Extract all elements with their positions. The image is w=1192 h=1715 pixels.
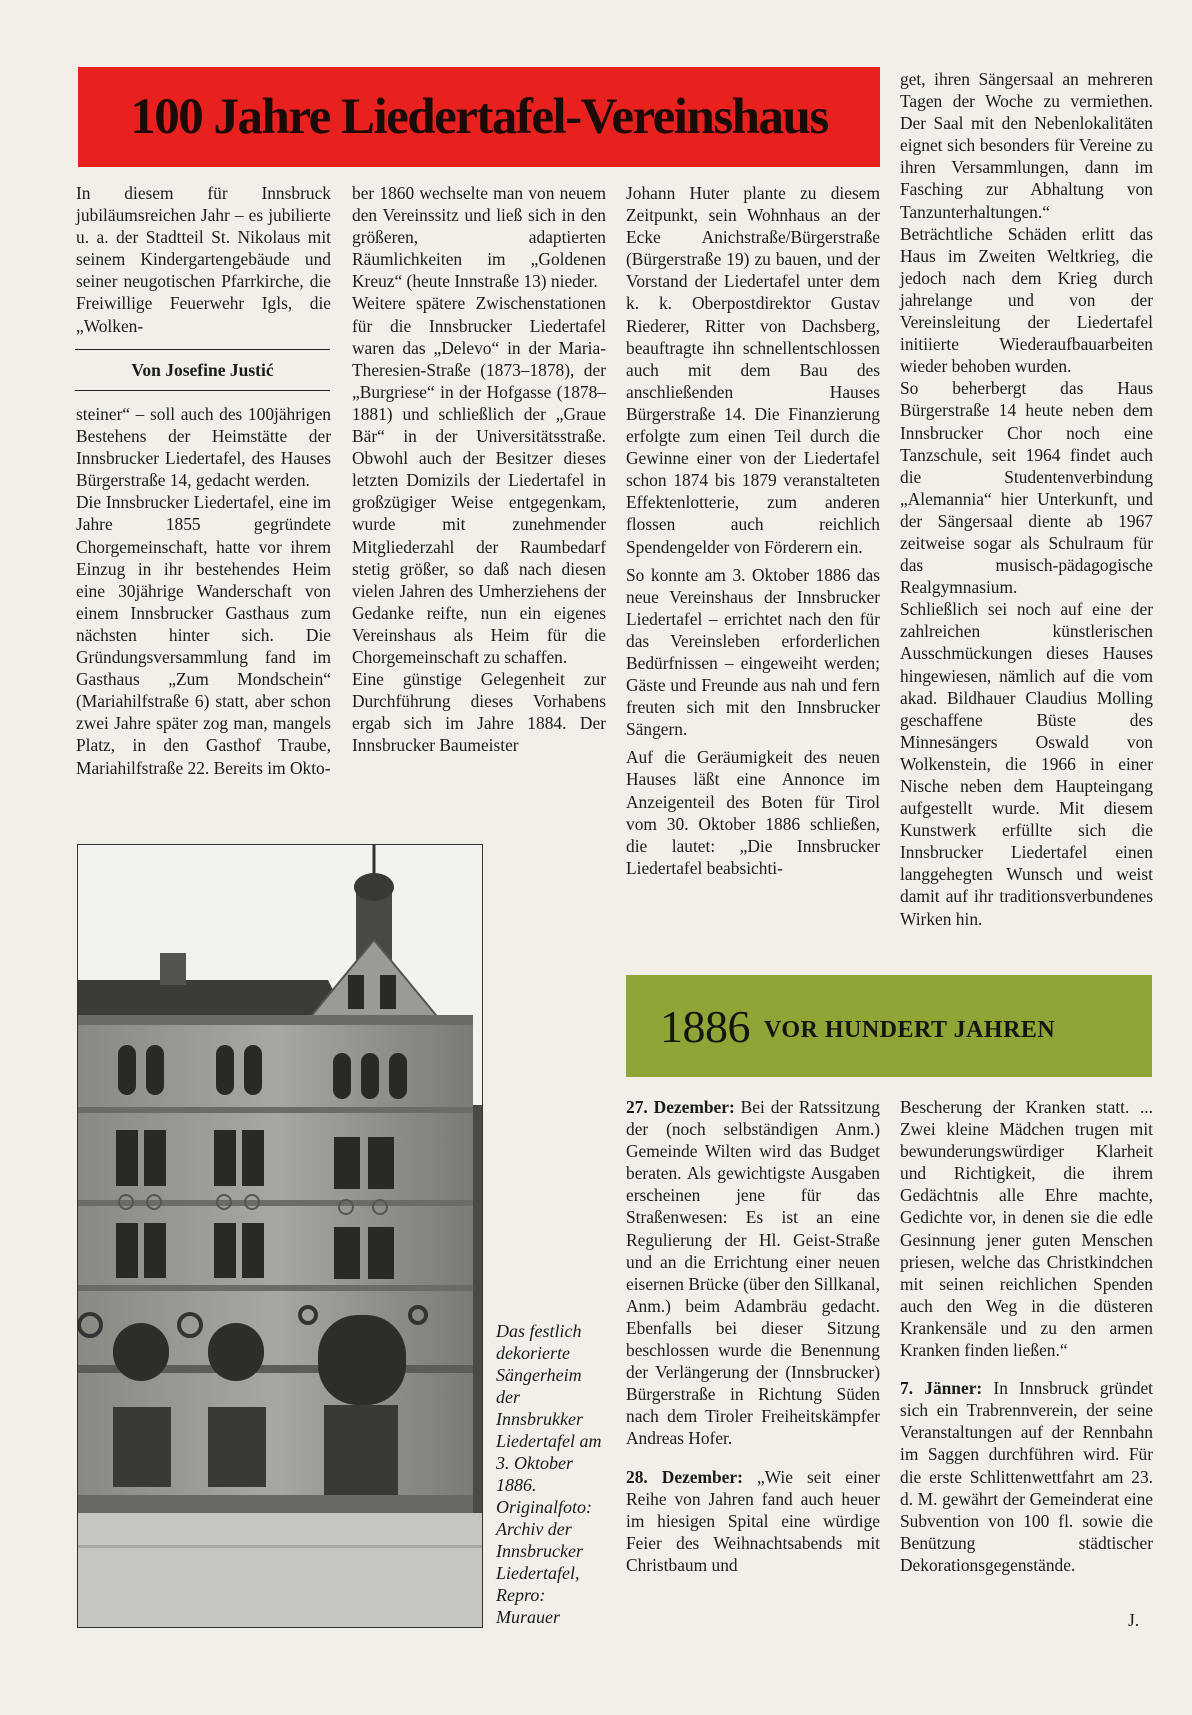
entry-date: 27. Dezember:: [626, 1097, 735, 1117]
paragraph: steiner“ – soll auch des 100jährigen Bestehens der Heimstätte der Innsbrucker Liedertafel, des Hauses Bürgerstraße 14, gedacht werden.: [76, 404, 331, 491]
entry-text: Bei der Ratssitzung der (noch selbständigen Anm.) Gemeinde Wilten wird das Budget beraten. Als gewichtigste Ausgaben erscheinen jene für das Straßenwesen: Es ist an eine Regulierung der Hl. Geist-Straße und an die Errichtung einer neuen eisernen Brücke (über den Sillkanal, Anm.) beim Adambräu gedacht. Ebenfalls bei dieser Sitzung beschlossen wurde die Benennung der Verlängerung der (Innsbrucker) Bürgerstraße in Richtung Süden nach dem Tiroler Freiheitskämpfer Andreas Hofer.: [626, 1097, 880, 1449]
photo-caption: [496, 1320, 606, 1628]
history-entry-dec28-cont: Bescherung der Kranken statt. ... Zwei kleine Mädchen trugen mit bewunderungswürdiger Klarheit und Richtigkeit, die ihrem Gedächtnis alle Ehre machte, Gedichte vor, in denen sie die edle Gesinnung jener guten Menschen priesen, welche das Christkindchen mit seinen reichlichen Spenden auch den Weg in die düsteren Krankensäle und zu den armen Kranken finden ließen.“: [900, 1097, 1153, 1361]
paragraph: Beträchtliche Schäden erlitt das Haus im Zweiten Weltkrieg, die jedoch nach dem Krieg durch jahrelange und von der Vereinsleitung der Liedertafel initiierte Wiederaufbauarbeiten wieder behoben wurden.: [900, 223, 1153, 377]
history-entry-jan7: [900, 1377, 1153, 1576]
building-photo: [77, 844, 483, 1628]
article-title-bar: [78, 67, 880, 167]
paragraph: Schließlich sei noch auf eine der zahlreichen künstlerischen Ausschmückungen dieses Hauses hingewiesen, nämlich auf die vom akad. Bildhauer Claudius Molling geschaffene Büste des Minnesängers Oswald von Wolkenstein, die 1966 in einer Nische neben dem Haupteingang aufgestellt wurde. Mit diesem Kunstwerk erfüllte sich die Innsbrucker Liedertafel einen langgehegten Wunsch und weist damit auf ihr traditionsverbundenes Wirken hin.: [900, 599, 1153, 929]
entry-date: 28. Dezember:: [626, 1466, 743, 1487]
author-name: Von Josefine Justić: [131, 359, 274, 380]
paragraph: Eine günstige Gelegenheit zur Durchführung dieses Vorhabens ergab sich im Jahre 1884. Der Innsbrucker Baumeister: [352, 669, 606, 756]
author-initial: J.: [1128, 1610, 1140, 1630]
paragraph: Auf die Geräumigkeit des neuen Hauses läßt eine Annonce im Anzeigenteil des Boten für Tirol vom 30. Oktober 1886 schließen, die lautet: „Die Innsbrucker Liedertafel beabsichti-: [626, 747, 880, 878]
article-column-2: [352, 182, 606, 756]
article-title: 100 Jahre Liedertafel-Vereinshaus: [130, 89, 828, 145]
caption-text: Das festlich dekorierte Sängerheim der Innsbrukker Liedertafel am 3. Oktober 1886. Originalfoto: Archiv der Innsbrucker Liedertafel, Repro: Murauer: [496, 1321, 602, 1627]
byline: [75, 349, 330, 391]
history-column-b: [900, 1096, 1153, 1576]
paragraph: get, ihren Sängersaal an mehreren Tagen der Woche zu vermiethen. Der Saal mit den Nebenlokalitäten eignet sich besonders für Vereine zu ihren Versammlungen, dann im Fasching zur Abhaltung von Tanzunterhaltungen.“: [900, 69, 1153, 222]
history-heading: VOR HUNDERT JAHREN: [764, 1016, 1056, 1043]
paragraph: Johann Huter plante zu diesem Zeitpunkt, sein Wohnhaus an der Ecke Anichstraße/Bürgerstraße (Bürgerstraße 19) zu bauen, und der Vorstand der Liedertafel unter dem k. k. Oberpostdirektor Gustav Riederer, Ritter von Dachsberg, beauftragte ihn schnellentschlossen auch mit dem Bau des anschließenden Hauses Bürgerstraße 14. Die Finanzierung erfolgte zum einen Teil durch die Gewinne einer von der Liedertafel schon 1874 bis 1879 veranstalteten Effektenlotterie, zum anderen flossen auch reichlich Spendengelder von Förderern ein.: [626, 183, 880, 557]
paragraph: In diesem für Innsbruck jubiläumsreichen Jahr – es jubilierte u. a. der Stadtteil St. Nikolaus mit seinem Kindergartengebäude und seiner neugotischen Pfarrkirche, die Freiwillige Feuerwehr Igls, die „Wolken-: [76, 183, 331, 336]
article-column-3: [626, 182, 880, 879]
history-year: 1886: [660, 1000, 750, 1052]
article-column-1a: [76, 182, 331, 337]
paragraph: So konnte am 3. Oktober 1886 das neue Vereinshaus der Innsbrucker Liedertafel – errichtet nach den für das Vereinsleben erforderlichen Bedürfnissen – eingeweiht werden; Gäste und Freunde aus nah und fern freuten sich mit den Innsbrucker Sängern.: [626, 564, 880, 740]
paragraph: Weitere spätere Zwischenstationen für die Innsbrucker Liedertafel waren das „Delevo“ in der Maria-Theresien-Straße (1873–1878), der „Burgriese“ in der Hofgasse (1878–1881) und schließlich der „Graue Bär“ in der Universitätsstraße. Obwohl auch der Besitzer dieses letzten Domizils der Liedertafel in großzügiger Weise entgegenkam, wurde mit zunehmender Mitgliederzahl der Raumbedarf stetig größer, so daß nach diesen vielen Jahren des Umherziehens der Gedanke reifte, nun ein eigenes Vereinshaus als Heim für die Chorgemeinschaft zu schaffen.: [352, 293, 606, 667]
building-illustration: [78, 845, 483, 1628]
history-section-header: [626, 975, 1152, 1077]
entry-date: 7. Jänner:: [900, 1378, 983, 1399]
paragraph: Die Innsbrucker Liedertafel, eine im Jahre 1855 gegründete Chorgemeinschaft, hatte vor ihrem Einzug in ihr bestehendes Heim eine 30jährige Wanderschaft von einem Innsbrucker Gasthaus zum nächsten hinter sich. Die Gründungsversammlung fand im Gasthaus „Zum Mondschein“ (Mariahilfstraße 6) statt, aber schon zwei Jahre später zog man, mangels Platz, in den Gasthof Traube, Mariahilfstraße 22. Bereits im Okto-: [76, 492, 331, 778]
article-column-1b: [76, 403, 331, 779]
paragraph: ber 1860 wechselte man von neuem den Vereinssitz und ließ sich in den größeren, adaptierten Räumlichkeiten im „Goldenen Kreuz“ (heute Innstraße 13) nieder.: [352, 183, 606, 292]
entry-text: In Innsbruck gründet sich ein Trabrennverein, der seine Veranstaltungen auf der Rennbahn im Saggen durchführen wird. Für die erste Schlittenwettfahrt am 23. d. M. gewährt der Gemeinderat eine Subvention von 100 fl. sowie die Benützung städtischer Dekorationsgegenstände.: [900, 1378, 1153, 1575]
article-column-4: [900, 68, 1153, 930]
entry-text: „Wie seit einer Reihe von Jahren fand auch heuer im hiesigen Spital eine würdige Feier des Weihnachtsabends mit Christbaum und: [626, 1466, 880, 1575]
history-column-a: [626, 1096, 880, 1576]
history-entry-dec28: [626, 1466, 880, 1576]
history-entry-dec27: [626, 1096, 880, 1450]
paragraph: So beherbergt das Haus Bürgerstraße 14 heute neben dem Innsbrucker Chor noch eine Tanzschule, seit 1964 findet auch die Studentenverbindung „Alemannia“ hier Unterkunft, und der Sängersaal diente ab 1967 zeitweise sogar als Schulraum für das musisch-pädagogische Realgymnasium.: [900, 378, 1153, 598]
